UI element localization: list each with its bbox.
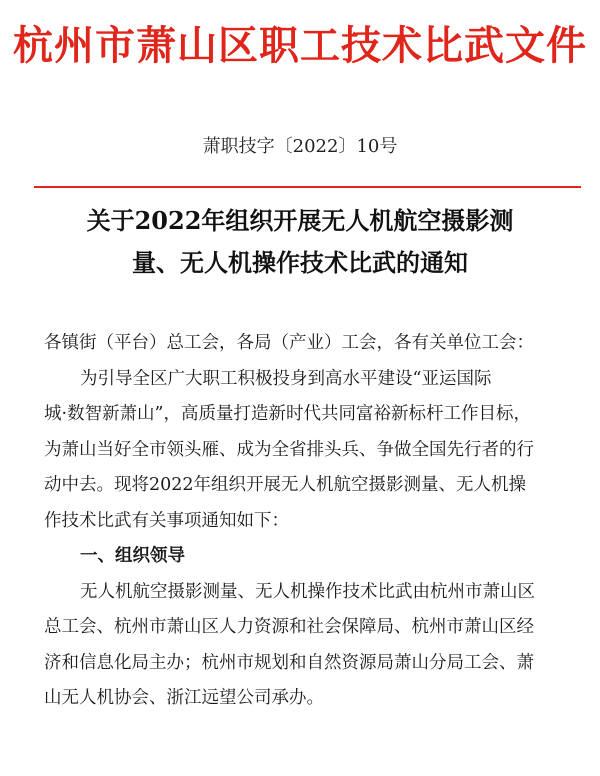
section1-line-3: 济和信息化局主办；杭州市规划和自然资源局萧山分局工会、萧 bbox=[44, 652, 534, 673]
intro-line-4: 动中去。现将2022年组织开展无人机航空摄影测量、无人机操 bbox=[44, 475, 527, 495]
notice-title bbox=[30, 200, 570, 284]
section-heading-organization: 一、组织领导 bbox=[80, 546, 185, 566]
notice-title-line-2: 量、无人机操作技术比武的通知 bbox=[132, 248, 468, 277]
intro-line-1: 为引导全区广大职工积极投身到高水平建设“亚运国际 bbox=[80, 368, 492, 389]
intro-line-2: 城·数智新萧山”，高质量打造新时代共同富裕新标杆工作目标， bbox=[44, 404, 532, 424]
notice-title-line-1: 关于2022年组织开展无人机航空摄影测 bbox=[86, 206, 514, 235]
addressee-line: 各镇街（平台）总工会，各局（产业）工会，各有关单位工会： bbox=[44, 333, 534, 353]
notice-body bbox=[44, 326, 580, 717]
section1-line-1: 无人机航空摄影测量、无人机操作技术比武由杭州市萧山区 bbox=[80, 581, 535, 602]
document-number: 萧职技字〔2022〕10号 bbox=[202, 136, 398, 157]
document-header-title: 杭州市萧山区职工技术比武文件 bbox=[13, 23, 587, 69]
section1-line-2: 总工会、杭州市萧山区人力资源和社会保障局、杭州市萧山区经 bbox=[44, 617, 534, 637]
section1-line-4: 山无人机协会、浙江远望公司承办。 bbox=[44, 688, 324, 708]
intro-line-3: 为萧山当好全市领头雁、成为全省排头兵、争做全国先行者的行 bbox=[44, 439, 534, 460]
red-divider-line bbox=[34, 186, 581, 188]
intro-line-5: 作技术比武有关事项通知如下： bbox=[44, 510, 289, 531]
